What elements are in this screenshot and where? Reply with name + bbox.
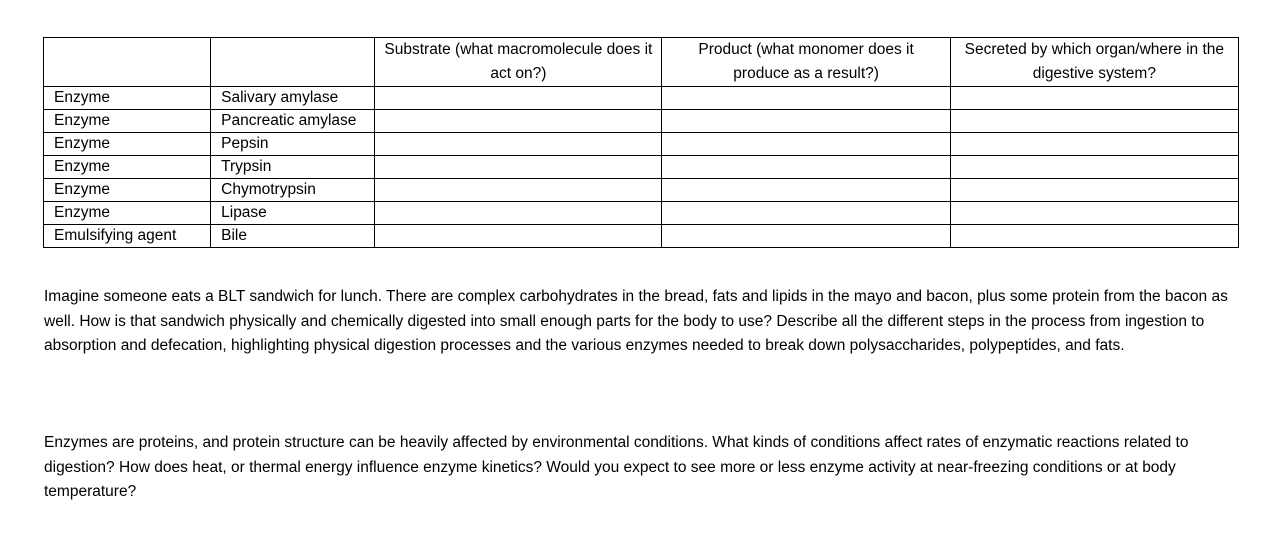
header-cell-secreted-by: Secreted by which organ/where in the digestive system? <box>950 38 1238 87</box>
cell-secreted-by[interactable] <box>950 110 1238 133</box>
cell-substrate[interactable] <box>375 110 662 133</box>
question-enzyme-conditions: Enzymes are proteins, and protein structure can be heavily affected by environmental conditions. What kinds of conditions affect rates of enzymatic reactions related to digestion? How does heat, or thermal energy influence enzyme kinetics? Would you expect to see more or less enzyme activity at near-freezing conditions or at body temperature? <box>44 434 1189 500</box>
cell-product[interactable] <box>662 202 950 225</box>
cell-product[interactable] <box>662 225 950 248</box>
cell-product[interactable] <box>662 179 950 202</box>
header-cell-name <box>211 38 375 87</box>
cell-product[interactable] <box>662 133 950 156</box>
table-row <box>44 156 1239 179</box>
header-cell-type <box>44 38 211 87</box>
cell-name: Chymotrypsin <box>211 179 375 202</box>
cell-type: Enzyme <box>44 202 211 225</box>
cell-type: Enzyme <box>44 179 211 202</box>
cell-secreted-by[interactable] <box>950 87 1238 110</box>
cell-substrate[interactable] <box>375 225 662 248</box>
table-row <box>44 202 1239 225</box>
table-row <box>44 225 1239 248</box>
cell-name: Pepsin <box>211 133 375 156</box>
cell-type: Emulsifying agent <box>44 225 211 248</box>
cell-name: Trypsin <box>211 156 375 179</box>
table-row <box>44 87 1239 110</box>
cell-type: Enzyme <box>44 87 211 110</box>
cell-substrate[interactable] <box>375 202 662 225</box>
table-row <box>44 133 1239 156</box>
cell-name: Salivary amylase <box>211 87 375 110</box>
header-cell-product: Product (what monomer does it produce as a result?) <box>662 38 950 87</box>
cell-secreted-by[interactable] <box>950 202 1238 225</box>
cell-substrate[interactable] <box>375 179 662 202</box>
cell-product[interactable] <box>662 110 950 133</box>
cell-secreted-by[interactable] <box>950 179 1238 202</box>
cell-secreted-by[interactable] <box>950 156 1238 179</box>
cell-type: Enzyme <box>44 133 211 156</box>
cell-secreted-by[interactable] <box>950 133 1238 156</box>
cell-product[interactable] <box>662 87 950 110</box>
cell-name: Lipase <box>211 202 375 225</box>
table-row <box>44 179 1239 202</box>
cell-name: Pancreatic amylase <box>211 110 375 133</box>
cell-substrate[interactable] <box>375 133 662 156</box>
table-header-row <box>44 38 1239 87</box>
cell-type: Enzyme <box>44 156 211 179</box>
enzyme-table <box>43 37 1239 248</box>
cell-type: Enzyme <box>44 110 211 133</box>
cell-substrate[interactable] <box>375 87 662 110</box>
header-cell-substrate: Substrate (what macromolecule does it act on?) <box>375 38 662 87</box>
cell-product[interactable] <box>662 156 950 179</box>
cell-substrate[interactable] <box>375 156 662 179</box>
cell-secreted-by[interactable] <box>950 225 1238 248</box>
question-blt-digestion: Imagine someone eats a BLT sandwich for lunch. There are complex carbohydrates in the bread, fats and lipids in the mayo and bacon, plus some protein from the bacon as well. How is that sandwich physically and chemically digested into small enough parts for the body to use? Describe all the different steps in the process from ingestion to absorption and defecation, highlighting physical digestion processes and the various enzymes needed to break down polysaccharides, polypeptides, and fats. <box>44 288 1228 354</box>
table-row <box>44 110 1239 133</box>
cell-name: Bile <box>211 225 375 248</box>
